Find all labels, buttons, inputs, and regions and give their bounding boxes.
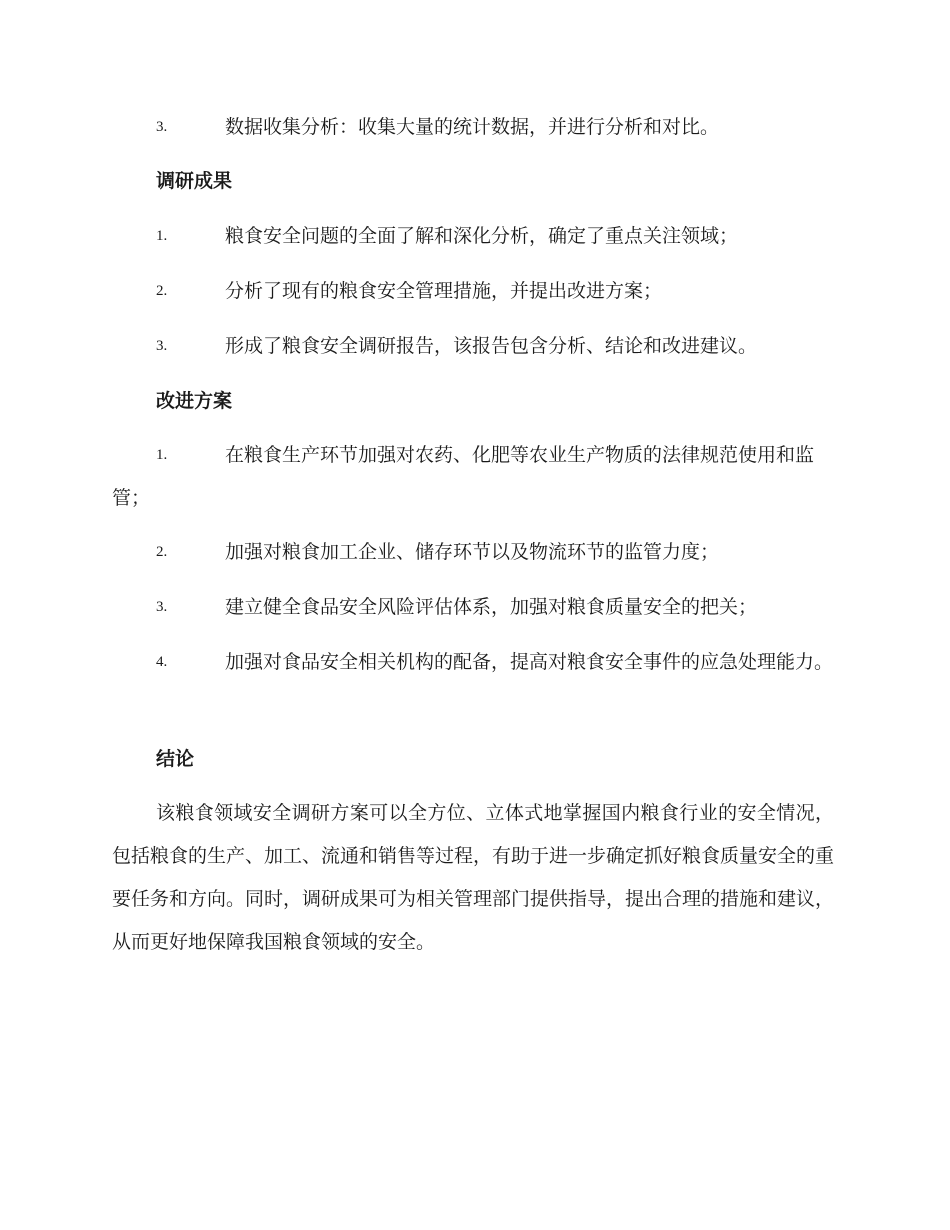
section-heading-conclusion: 结论 bbox=[156, 748, 195, 770]
list-item-text: 建立健全食品安全风险评估体系，加强对粮食质量安全的把关； bbox=[225, 596, 758, 618]
section-heading-improvements: 改进方案 bbox=[156, 390, 233, 412]
list-item-text: 加强对食品安全相关机构的配备，提高对粮食安全事件的应急处理能力。 bbox=[225, 651, 834, 673]
section-heading-results: 调研成果 bbox=[156, 170, 233, 192]
list-item-number: 1. bbox=[156, 228, 168, 244]
list-item-text: 分析了现有的粮食安全管理措施，并提出改进方案； bbox=[225, 280, 663, 302]
list-item-text: 在粮食生产环节加强对农药、化肥等农业生产物质的法律规范使用和监管； bbox=[112, 444, 815, 509]
list-item bbox=[112, 531, 834, 574]
list-item-number: 4. bbox=[156, 654, 168, 670]
list-item bbox=[112, 641, 834, 684]
list-item bbox=[112, 106, 834, 149]
list-item-text: 粮食安全问题的全面了解和深化分析，确定了重点关注领域； bbox=[225, 225, 739, 247]
list-item-number: 2. bbox=[156, 283, 168, 299]
list-item bbox=[112, 270, 834, 313]
list-item-number: 3. bbox=[156, 599, 168, 615]
list-item-number: 1. bbox=[156, 447, 168, 463]
conclusion-paragraph: 该粮食领域安全调研方案可以全方位、立体式地掌握国内粮食行业的安全情况，包括粮食的生产、加工、流通和销售等过程，有助于进一步确定抓好粮食质量安全的重要任务和方向。同时，调研成果可为相关管理部门提供指导，提出合理的措施和建议，从而更好地保障我国粮食领域的安全。 bbox=[112, 802, 835, 953]
list-item-number: 3. bbox=[156, 338, 168, 354]
list-item-number: 2. bbox=[156, 544, 168, 560]
list-item-number: 3. bbox=[156, 119, 168, 135]
list-item bbox=[112, 434, 834, 520]
list-item-text: 形成了粮食安全调研报告，该报告包含分析、结论和改进建议。 bbox=[225, 335, 758, 357]
list-item bbox=[112, 586, 834, 629]
list-item-text: 数据收集分析：收集大量的统计数据，并进行分析和对比。 bbox=[225, 116, 720, 138]
list-item bbox=[112, 325, 834, 368]
list-item bbox=[112, 215, 834, 258]
list-item-text: 加强对粮食加工企业、储存环节以及物流环节的监管力度； bbox=[225, 541, 720, 563]
